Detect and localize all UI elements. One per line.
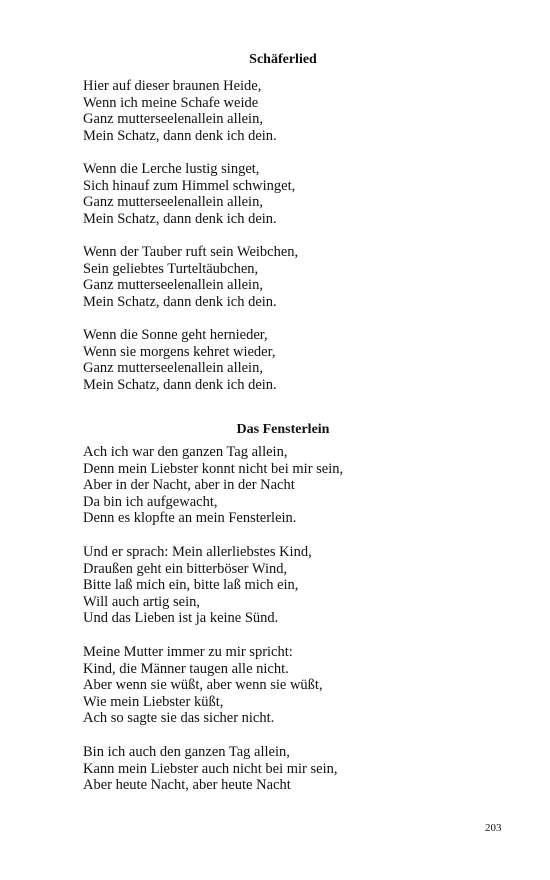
poem-schaeferlied (83, 51, 483, 393)
verse-line: Bin ich auch den ganzen Tag allein, (83, 744, 290, 760)
verse-line: Wenn ich meine Schafe weide (83, 94, 259, 111)
verse-line: Will auch artig sein, (83, 593, 200, 610)
verse-line: Mein Schatz, dann denk ich dein. (83, 210, 277, 227)
stanza-2 (83, 544, 312, 627)
stanza-1 (83, 444, 343, 527)
verse-line: Bitte laß mich ein, bitte laß mich ein, (83, 577, 299, 594)
stanza-4 (83, 744, 337, 794)
stanza-4 (83, 327, 277, 393)
verse-line: Hier auf dieser braunen Heide, (83, 78, 262, 94)
verse-line: Aber wenn sie wüßt, aber wenn sie wüßt, (83, 677, 323, 694)
poem-das-fensterlein (83, 421, 483, 794)
verse-line: Ganz mutterseelenallein allein, (83, 277, 263, 294)
poem-title: Das Fensterlein (236, 422, 330, 437)
verse-line: Aber in der Nacht, aber in der Nacht (83, 477, 295, 494)
verse-line: Wie mein Liebster küßt, (83, 693, 224, 710)
verse-line: Meine Mutter immer zu mir spricht: (83, 644, 293, 660)
verse-line: Mein Schatz, dann denk ich dein. (83, 293, 277, 310)
verse-line: Denn es klopfte an mein Fensterlein. (83, 510, 297, 527)
verse-line: Mein Schatz, dann denk ich dein. (83, 376, 277, 393)
verse-line: Und das Lieben ist ja keine Sünd. (83, 610, 279, 627)
verse-line: Wenn sie morgens kehret wieder, (83, 343, 276, 360)
page-number: 203 (485, 822, 502, 834)
verse-line: Wenn die Lerche lustig singet, (83, 161, 260, 177)
verse-line: Denn mein Liebster konnt nicht bei mir sein, (83, 460, 344, 477)
verse-line: Ach so sagte sie das sicher nicht. (83, 710, 275, 727)
verse-line: Ganz mutterseelenallein allein, (83, 194, 263, 211)
stanza-2 (83, 161, 295, 227)
verse-line: Ganz mutterseelenallein allein, (83, 360, 263, 377)
verse-line: Wenn der Tauber ruft sein Weibchen, (83, 244, 299, 260)
verse-line: Und er sprach: Mein allerliebstes Kind, (83, 544, 312, 560)
verse-line: Sein geliebtes Turteltäubchen, (83, 260, 259, 277)
verse-line: Ach ich war den ganzen Tag allein, (83, 444, 288, 460)
verse-line: Sich hinauf zum Himmel schwinget, (83, 177, 296, 194)
stanza-3 (83, 644, 323, 727)
verse-line: Ganz mutterseelenallein allein, (83, 111, 263, 128)
poem-title: Schäferlied (249, 52, 317, 67)
stanza-1 (83, 78, 277, 144)
verse-line: Da bin ich aufgewacht, (83, 493, 218, 510)
verse-line: Kann mein Liebster auch nicht bei mir sein, (83, 760, 338, 777)
verse-line: Draußen geht ein bitterböser Wind, (83, 560, 288, 577)
verse-line: Aber heute Nacht, aber heute Nacht (83, 777, 291, 794)
stanza-3 (83, 244, 298, 310)
verse-line: Wenn die Sonne geht hernieder, (83, 327, 268, 343)
verse-line: Kind, die Männer taugen alle nicht. (83, 660, 289, 677)
verse-line: Mein Schatz, dann denk ich dein. (83, 127, 277, 144)
